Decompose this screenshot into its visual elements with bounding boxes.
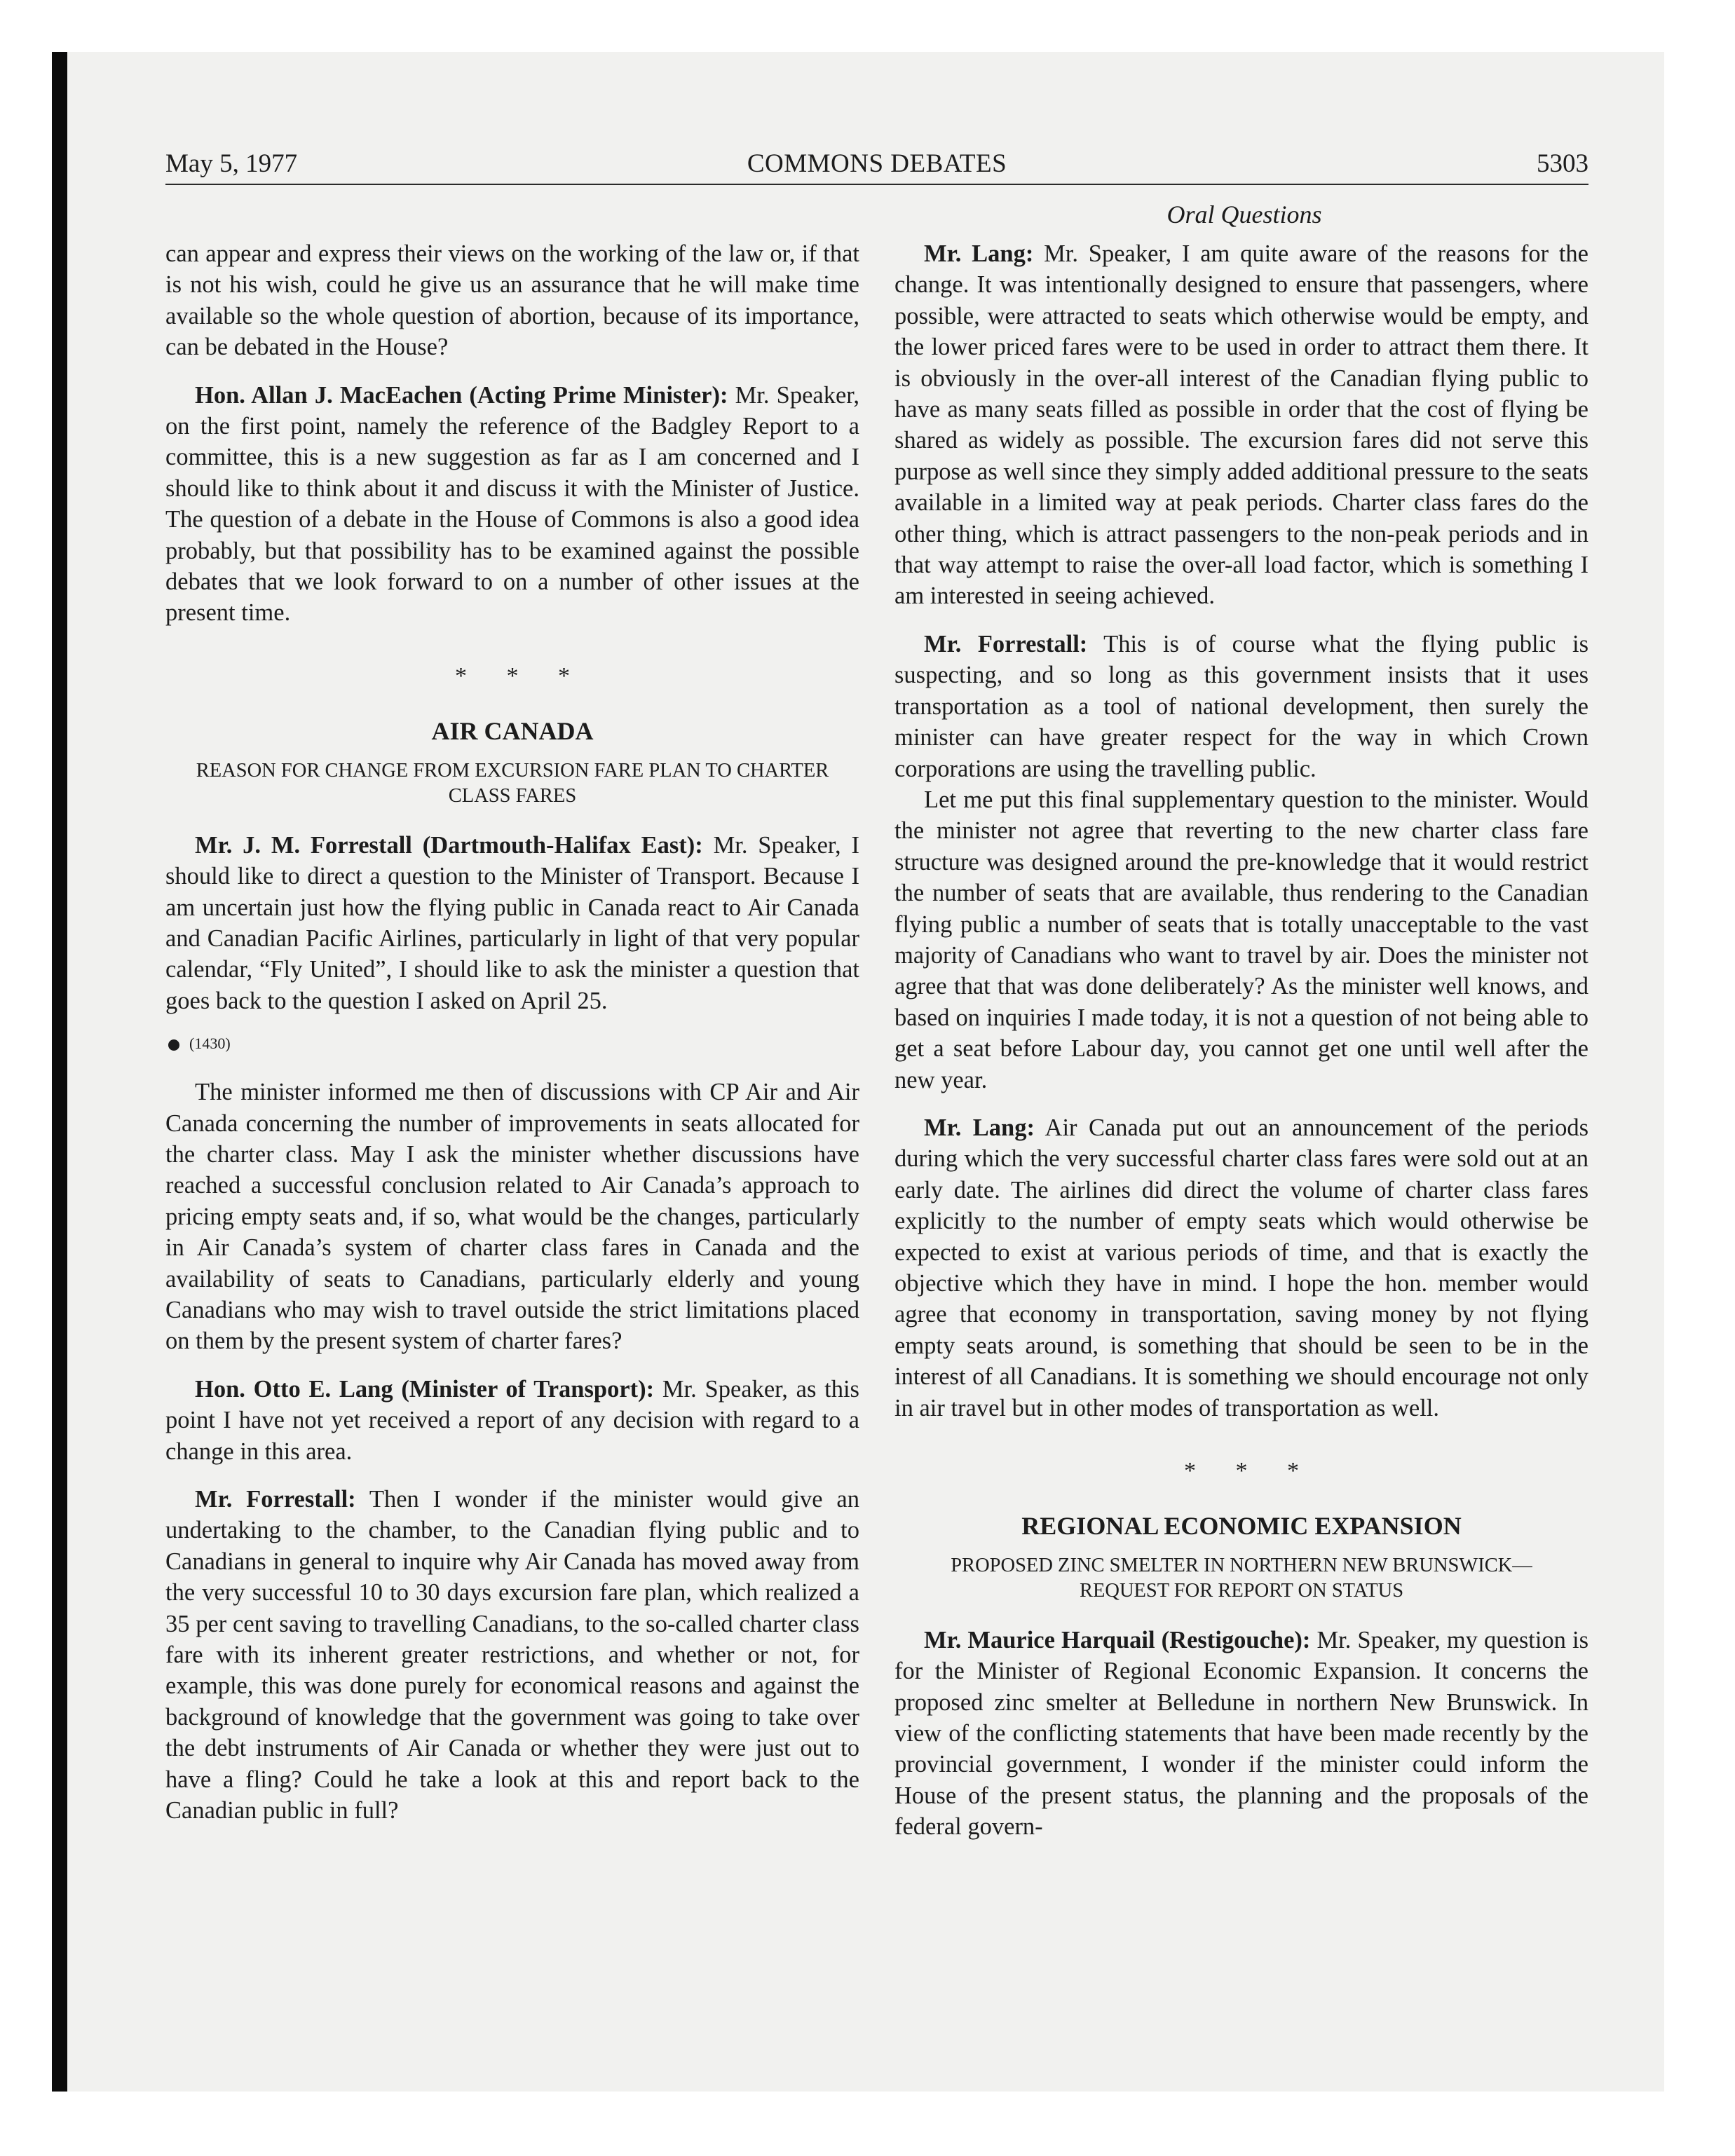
speech-text: Mr. Speaker, on the first point, namely the reference of the Badgley Report to a committee, this is a new suggestion as far as I am concerned and I should like to think about it and discuss it with the Minister of Justice. The question of a debate in the House of Commons is also a good idea probably, but that possibility has to be examined against the possible debates that we look forward to on a number of other issues at the present time. [165,381,860,627]
paragraph [165,380,859,629]
right-column [894,238,1588,1843]
speaker-name: Mr. Lang: [924,240,1034,267]
left-column [165,238,859,1826]
section-subheading: REASON FOR CHANGE FROM EXCURSION FARE PLAN TO CHARTER CLASS FARES [196,759,829,807]
time-marker [165,1032,859,1056]
header-title: COMMONS DEBATES [747,149,1007,178]
section-heading: REGIONAL ECONOMIC EXPANSION [1021,1512,1462,1541]
header-rule [165,184,1588,185]
section-separator: * * * [1184,1458,1316,1485]
speech-text: Air Canada put out an announcement of the periods during which the very successful charter class fares were sold out at an early date. The airlines did direct the volume of charter class fares explicitly to the number of empty seats which would otherwise be expected to exist at various periods of time, and that is exactly the objective which they have in mind. I hope the hon. member would agree that economy in transportation, saving money by not flying empty seats around, is something that should be seen to be in the interest of all Canadians. It is something we should encourage not only in air travel but in other modes of transportation as well. [894,1114,1588,1421]
speaker-name: Mr. Lang: [924,1114,1035,1141]
scan-edge-bar [52,52,67,2092]
speaker-name: Mr. Forrestall: [924,630,1088,657]
section-separator: * * * [455,662,587,689]
header-page-number: 5303 [1537,149,1588,178]
paragraph: Let me put this final supplementary question to the minister. Would the minister not agree that reverting to the new charter class fare structure was designed around the pre-knowledge that it would restrict the number of seats that are available, thus rendering to the Canadian flying public a number of seats that is totally unacceptable to the vast majority of Canadians who want to travel by air. Does the minister not agree that that was done deliberately? As the minister well knows, and based on inquiries I made today, it is not a question of not being able to get a seat before Labour day, you cannot get one until well after the new year. [894,786,1588,1093]
paragraph [165,830,859,1016]
paragraph [894,1625,1588,1843]
paragraph [165,1484,859,1826]
speech-text: Mr. Speaker, my question is for the Minister of Regional Economic Expansion. It concerns the proposed zinc smelter at Belledune in northern New Brunswick. In view of the conflicting statements that have been made recently by the provincial government, I wonder if the minister could inform the House of the present status, the planning and the proposals of the federal govern- [894,1626,1588,1841]
speaker-name: Hon. Allan J. MacEachen (Acting Prime Minister): [195,381,728,409]
paragraph [165,1374,859,1467]
paragraph [894,238,1588,612]
speaker-name: Mr. J. M. Forrestall (Dartmouth-Halifax East): [195,831,703,859]
bullet-icon [168,1039,179,1051]
speech-text: Mr. Speaker, I am quite aware of the reasons for the change. It was intentionally designed to ensure that passengers, where possible, were attracted to seats which otherwise would be empty, and the lower priced fares were to be used in order to attract them there. It is obviously in the over-all interest of the Canadian flying public to have as many seats filled as possible in order that the cost of flying be shared as widely as possible. The excursion fares did not serve this purpose as well since they simply added additional pressure to the seats available in a limited way at peak periods. Charter class fares do the other thing, which is attract passengers to the non-peak periods and in that way attempt to raise the over-all load factor, which is something I am interested in seeing achieved. [894,240,1588,610]
paragraph: can appear and express their views on the working of the law or, if that is not his wish, could he give us an assurance that he will make time available so the whole question of abortion, because of its importance, can be debated in the House? [165,240,859,361]
header-date: May 5, 1977 [165,149,298,178]
speech-text: Mr. Speaker, I should like to direct a question to the Minister of Transport. Because I am uncertain just how the flying public in Canada react to Air Canada and Canadian Pacific Airlines, particularly in light of that very popular calendar, “Fly United”, I should like to ask the minister a question that goes back to the question I asked on April 25. [165,831,859,1014]
speaker-name: Mr. Forrestall: [195,1486,356,1513]
speech-text: This is of course what the flying public is suspecting, and so long as this government insists that it uses transportation as a tool of national development, then surely the minister can have greater respect for the way in which Crown corporations are using the travelling public. [894,630,1588,782]
paragraph [894,629,1588,784]
paragraph [894,1112,1588,1424]
section-heading: AIR CANADA [431,717,594,746]
time-marker-text: (1430) [189,1035,231,1053]
paragraph: The minister informed me then of discussions with CP Air and Air Canada concerning the number of improvements in seats allocated for the charter class. May I ask the minister whether discussions have reached a successful conclusion related to Air Canada’s approach to pricing empty seats and, if so, what would be the changes, particularly in Air Canada’s system of charter class fares in Canada and the availability of seats to Canadians, particularly elderly and young Canadians who may wish to travel outside the strict limitations placed on them by the present system of charter fares? [165,1079,859,1355]
section-label: Oral Questions [1166,200,1322,228]
running-head [165,146,1588,182]
speaker-name: Mr. Maurice Harquail (Restigouche): [924,1626,1311,1653]
speech-text: Then I wonder if the minister would give an undertaking to the chamber, to the Canadian flying public and to Canadians in general to inquire why Air Canada has moved away from the very successful 10 to 30 days excursion fare plan, which realized a 35 per cent saving to travelling Canadians, to the so-called charter class fare with its inherent greater restrictions, and whether or not, for example, this was done purely for economical reasons and against the background of knowledge that the government was going to take over the debt instruments of Air Canada or whether they were just out to have a fling? Could he take a look at this and report back to the Canadian public in full? [165,1486,859,1824]
speech-text: Mr. Speaker, as this point I have not yet received a report of any decision with regard to a change in this area. [165,1375,859,1465]
section-subheading: PROPOSED ZINC SMELTER IN NORTHERN NEW BRUNSWICK— REQUEST FOR REPORT ON STATUS [951,1554,1532,1602]
speaker-name: Hon. Otto E. Lang (Minister of Transport): [195,1375,655,1403]
